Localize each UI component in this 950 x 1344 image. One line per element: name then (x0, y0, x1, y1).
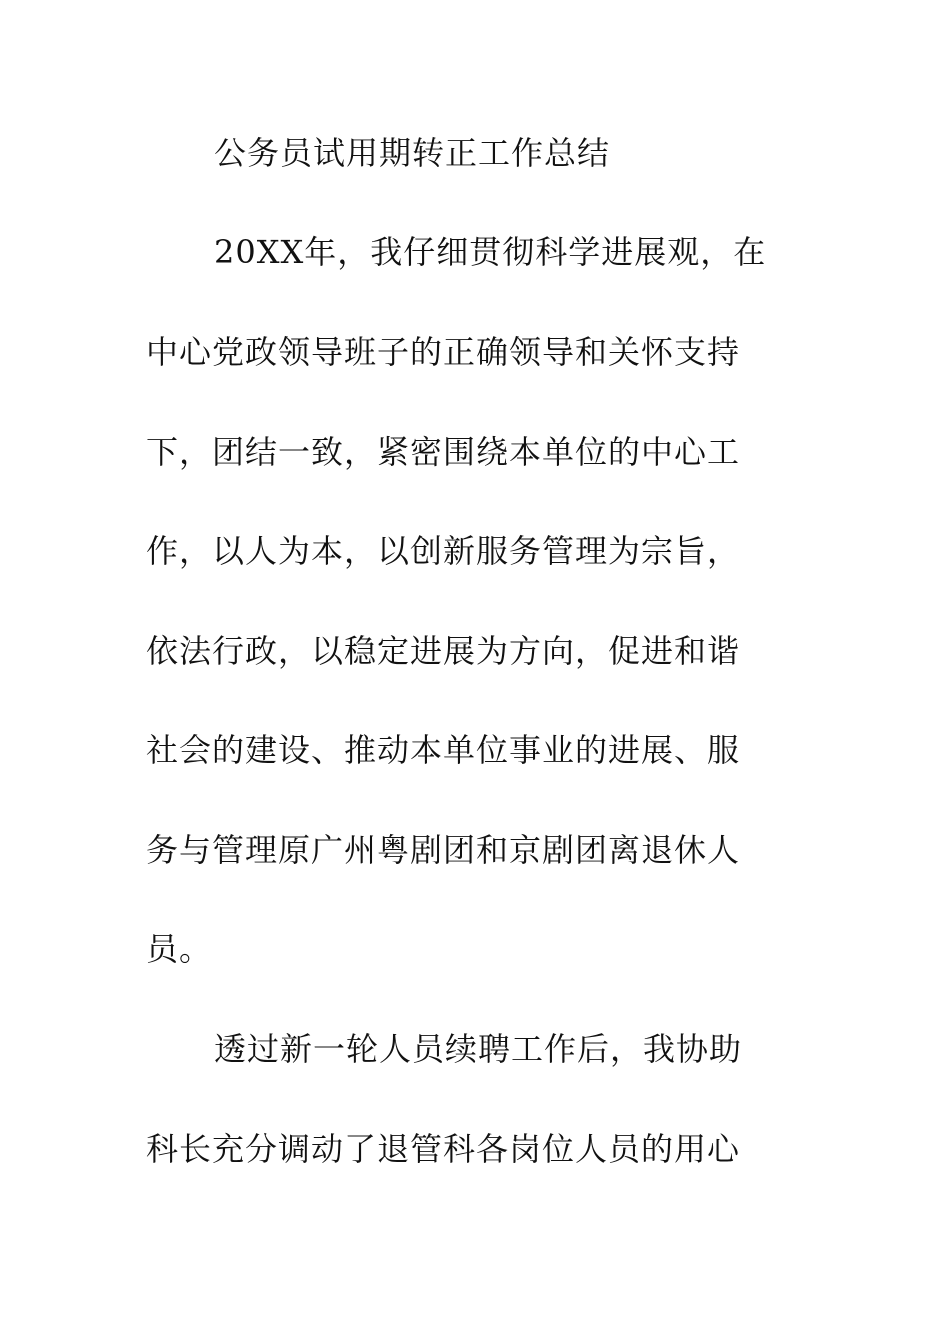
paragraph-line: 员。 (146, 930, 213, 968)
paragraph-line: 中心党政领导班子的正确领导和关怀支持 (146, 333, 741, 371)
paragraph-line: 下，团结一致，紧密围绕本单位的中心工 (146, 433, 741, 471)
paragraph-line: 透过新一轮人员续聘工作后，我协助 (214, 1030, 743, 1068)
paragraph-line: 20XX年，我仔细贯彻科学进展观，在 (214, 233, 767, 271)
paragraph-line: 社会的建设、推动本单位事业的进展、服 (146, 731, 741, 769)
document-title: 公务员试用期转正工作总结 (214, 134, 611, 172)
paragraph-line: 作，以人为本，以创新服务管理为宗旨， (146, 532, 741, 570)
paragraph-line: 务与管理原广州粤剧团和京剧团离退休人 (146, 831, 741, 869)
paragraph-line: 科长充分调动了退管科各岗位人员的用心 (146, 1130, 741, 1168)
paragraph-line: 依法行政，以稳定进展为方向，促进和谐 (146, 632, 741, 670)
